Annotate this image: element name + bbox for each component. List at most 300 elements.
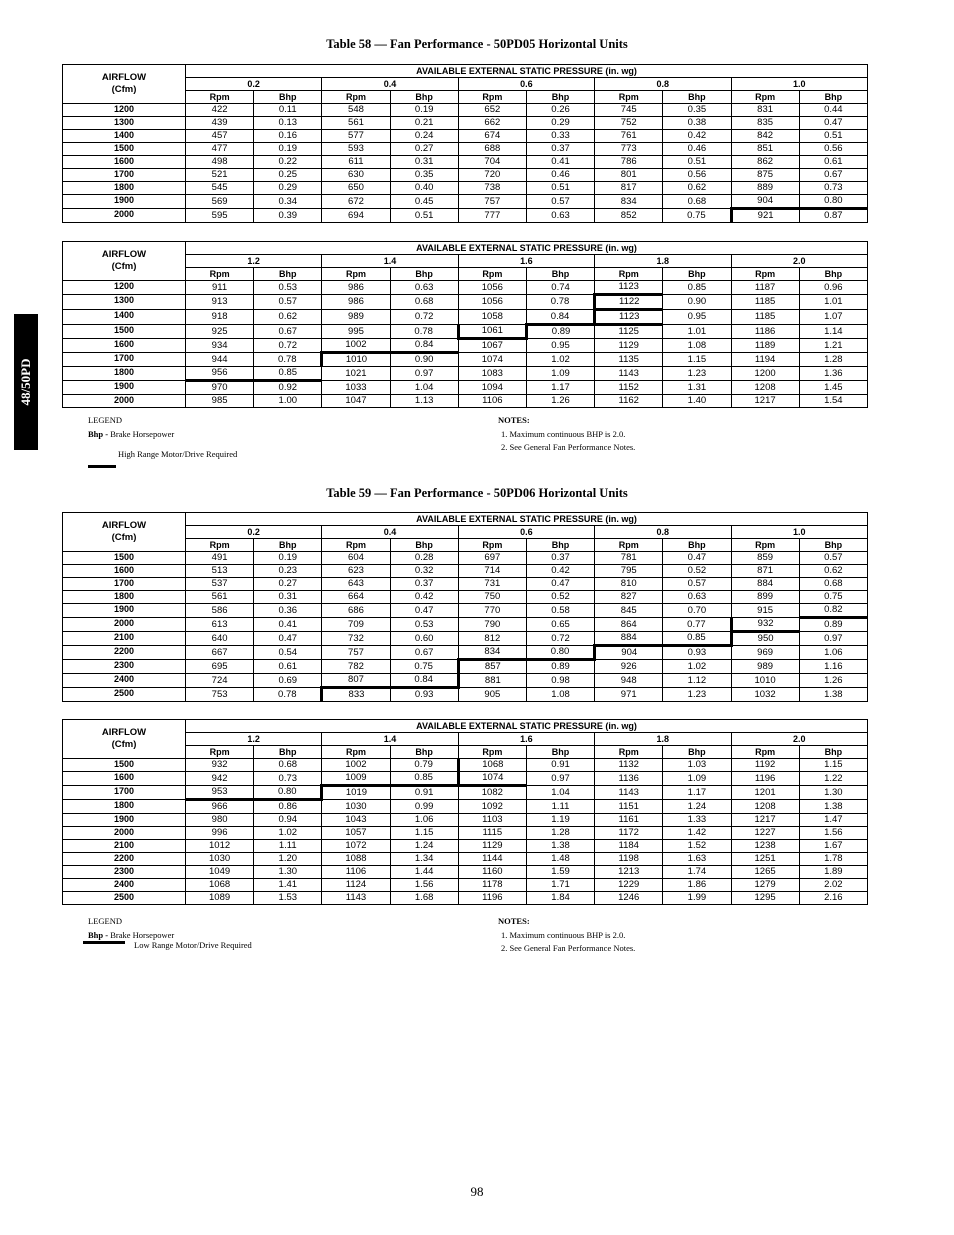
rpm-cell: 1047 <box>322 395 390 408</box>
rpm-cell: 1144 <box>458 853 526 866</box>
rpm-cell: 801 <box>595 169 663 182</box>
rpm-cell: 1229 <box>595 879 663 892</box>
bhp-cell: 0.97 <box>526 772 594 786</box>
bhp-cell: 0.53 <box>390 618 458 632</box>
bhp-cell: 0.58 <box>526 604 594 618</box>
table59-block1 <box>62 512 868 702</box>
rpm-cell: 1129 <box>595 339 663 353</box>
bhp-cell: 1.34 <box>390 853 458 866</box>
bhp-header: Bhp <box>663 91 731 104</box>
rpm-cell: 745 <box>595 104 663 117</box>
table-row <box>63 395 868 408</box>
bhp-cell: 1.28 <box>799 353 867 367</box>
rpm-cell: 1238 <box>731 840 799 853</box>
bhp-header: Bhp <box>526 539 594 552</box>
bhp-cell: 0.23 <box>254 565 322 578</box>
bhp-header: Bhp <box>390 268 458 281</box>
table-row <box>63 853 868 866</box>
rpm-cell: 1094 <box>458 381 526 395</box>
rpm-cell: 1010 <box>322 353 390 367</box>
notes-title: NOTES: <box>498 916 530 926</box>
table-row <box>63 195 868 209</box>
table58-notes <box>498 415 635 455</box>
bhp-cell: 1.84 <box>526 892 594 905</box>
bhp-cell: 0.87 <box>799 209 867 223</box>
rpm-cell: 904 <box>595 646 663 660</box>
airflow-value: 1900 <box>63 381 186 395</box>
pressure-header: 1.6 <box>458 255 594 268</box>
bhp-cell: 0.35 <box>390 169 458 182</box>
bhp-cell: 0.42 <box>390 591 458 604</box>
bhp-cell: 0.86 <box>254 800 322 814</box>
rpm-header: Rpm <box>595 268 663 281</box>
bhp-cell: 0.72 <box>390 310 458 325</box>
table-row <box>63 618 868 632</box>
bhp-header: Bhp <box>526 746 594 759</box>
bhp-cell: 0.65 <box>526 618 594 632</box>
pressure-header: 0.2 <box>186 78 322 91</box>
bhp-cell: 0.89 <box>799 618 867 632</box>
note-1: 1. Maximum continuous BHP is 2.0. <box>501 429 626 439</box>
bhp-cell: 0.97 <box>390 367 458 381</box>
rpm-cell: 1143 <box>595 786 663 800</box>
bhp-cell: 1.78 <box>799 853 867 866</box>
bhp-cell: 1.01 <box>799 295 867 310</box>
bhp-cell: 1.12 <box>663 674 731 688</box>
bhp-cell: 0.57 <box>254 295 322 310</box>
legend-motor: High Range Motor/Drive Required <box>118 449 238 459</box>
bhp-cell: 1.04 <box>390 381 458 395</box>
bhp-cell: 0.80 <box>799 195 867 209</box>
bhp-cell: 0.54 <box>254 646 322 660</box>
rpm-cell: 498 <box>186 156 254 169</box>
rpm-cell: 561 <box>322 117 390 130</box>
bhp-cell: 0.84 <box>390 339 458 353</box>
rpm-cell: 986 <box>322 295 390 310</box>
airflow-value: 1200 <box>63 104 186 117</box>
rpm-cell: 1123 <box>595 310 663 325</box>
rpm-cell: 521 <box>186 169 254 182</box>
rpm-cell: 1201 <box>731 786 799 800</box>
rpm-cell: 1160 <box>458 866 526 879</box>
bhp-cell: 1.63 <box>663 853 731 866</box>
rpm-cell: 1043 <box>322 814 390 827</box>
bhp-cell: 0.78 <box>254 688 322 702</box>
rpm-cell: 827 <box>595 591 663 604</box>
rpm-cell: 477 <box>186 143 254 156</box>
bhp-cell: 1.38 <box>799 800 867 814</box>
pressure-header: 1.0 <box>731 526 867 539</box>
pressure-header: 1.4 <box>322 733 458 746</box>
bhp-cell: 1.17 <box>663 786 731 800</box>
bhp-cell: 1.28 <box>526 827 594 840</box>
bhp-cell: 1.16 <box>799 660 867 674</box>
rpm-cell: 750 <box>458 591 526 604</box>
rpm-cell: 1217 <box>731 395 799 408</box>
bhp-cell: 0.37 <box>526 143 594 156</box>
rpm-cell: 1187 <box>731 281 799 295</box>
rpm-cell: 1072 <box>322 840 390 853</box>
bhp-cell: 0.27 <box>254 578 322 591</box>
bhp-cell: 0.93 <box>390 688 458 702</box>
table-row <box>63 156 868 169</box>
rpm-cell: 1198 <box>595 853 663 866</box>
airflow-value: 2400 <box>63 674 186 688</box>
bhp-cell: 1.17 <box>526 381 594 395</box>
bhp-header: Bhp <box>799 91 867 104</box>
bhp-cell: 2.02 <box>799 879 867 892</box>
rpm-cell: 1083 <box>458 367 526 381</box>
rpm-cell: 1151 <box>595 800 663 814</box>
rpm-cell: 1002 <box>322 339 390 353</box>
rpm-cell: 545 <box>186 182 254 195</box>
table-row <box>63 688 868 702</box>
bhp-cell: 0.47 <box>254 632 322 646</box>
bhp-cell: 0.85 <box>390 772 458 786</box>
bhp-cell: 0.24 <box>390 130 458 143</box>
pressure-header: 1.2 <box>186 255 322 268</box>
rpm-cell: 1067 <box>458 339 526 353</box>
table59-title: Table 59 — Fan Performance - 50PD06 Horizontal Units <box>326 486 628 500</box>
airflow-value: 2400 <box>63 879 186 892</box>
bhp-cell: 0.80 <box>254 786 322 800</box>
bhp-cell: 0.96 <box>799 281 867 295</box>
table59-block2 <box>62 719 868 905</box>
bhp-cell: 0.42 <box>663 130 731 143</box>
rpm-cell: 777 <box>458 209 526 223</box>
airflow-value: 1500 <box>63 325 186 339</box>
rpm-cell: 1217 <box>731 814 799 827</box>
rpm-cell: 1251 <box>731 853 799 866</box>
rpm-header: Rpm <box>458 268 526 281</box>
bhp-cell: 1.08 <box>526 688 594 702</box>
legend-title: LEGEND <box>88 916 122 926</box>
rpm-cell: 1115 <box>458 827 526 840</box>
bhp-cell: 0.16 <box>254 130 322 143</box>
rpm-header: Rpm <box>322 539 390 552</box>
bhp-cell: 0.69 <box>254 674 322 688</box>
bhp-header: Bhp <box>390 539 458 552</box>
bhp-cell: 0.57 <box>526 195 594 209</box>
rpm-cell: 1172 <box>595 827 663 840</box>
bhp-cell: 0.28 <box>390 552 458 565</box>
rpm-cell: 1009 <box>322 772 390 786</box>
rpm-cell: 643 <box>322 578 390 591</box>
airflow-value: 1500 <box>63 143 186 156</box>
bhp-cell: 0.61 <box>254 660 322 674</box>
rpm-cell: 695 <box>186 660 254 674</box>
bhp-header: Bhp <box>254 746 322 759</box>
rpm-cell: 1196 <box>731 772 799 786</box>
rpm-cell: 884 <box>731 578 799 591</box>
bhp-cell: 0.39 <box>254 209 322 223</box>
airflow-header: AIRFLOW (Cfm) <box>63 242 186 281</box>
rpm-cell: 1123 <box>595 281 663 295</box>
rpm-header: Rpm <box>322 746 390 759</box>
rpm-header: Rpm <box>731 539 799 552</box>
bhp-cell: 0.75 <box>663 209 731 223</box>
table-row <box>63 786 868 800</box>
table-row <box>63 840 868 853</box>
bhp-cell: 1.54 <box>799 395 867 408</box>
rpm-cell: 704 <box>458 156 526 169</box>
rpm-cell: 650 <box>322 182 390 195</box>
table-row <box>63 604 868 618</box>
bhp-cell: 0.62 <box>799 565 867 578</box>
rpm-header: Rpm <box>731 91 799 104</box>
bhp-cell: 0.35 <box>663 104 731 117</box>
esp-header: AVAILABLE EXTERNAL STATIC PRESSURE (in. wg) <box>186 720 868 733</box>
airflow-header: AIRFLOW (Cfm) <box>63 720 186 759</box>
rpm-cell: 1049 <box>186 866 254 879</box>
bhp-cell: 1.03 <box>663 759 731 772</box>
note-2: 2. See General Fan Performance Notes. <box>501 943 636 953</box>
airflow-value: 1400 <box>63 130 186 143</box>
rpm-cell: 1152 <box>595 381 663 395</box>
bhp-cell: 1.52 <box>663 840 731 853</box>
airflow-value: 2000 <box>63 395 186 408</box>
rpm-cell: 986 <box>322 281 390 295</box>
rpm-cell: 1185 <box>731 310 799 325</box>
bhp-cell: 0.29 <box>526 117 594 130</box>
rpm-header: Rpm <box>322 91 390 104</box>
bhp-cell: 0.95 <box>526 339 594 353</box>
rpm-cell: 1106 <box>322 866 390 879</box>
bhp-cell: 1.09 <box>526 367 594 381</box>
rpm-cell: 810 <box>595 578 663 591</box>
rpm-cell: 1200 <box>731 367 799 381</box>
rpm-cell: 1030 <box>322 800 390 814</box>
rpm-cell: 1058 <box>458 310 526 325</box>
rpm-cell: 915 <box>731 604 799 618</box>
bhp-cell: 1.44 <box>390 866 458 879</box>
bhp-cell: 0.74 <box>526 281 594 295</box>
rpm-cell: 842 <box>731 130 799 143</box>
bhp-cell: 1.15 <box>799 759 867 772</box>
bhp-cell: 1.24 <box>390 840 458 853</box>
rpm-cell: 790 <box>458 618 526 632</box>
bhp-cell: 2.16 <box>799 892 867 905</box>
bhp-cell: 0.90 <box>663 295 731 310</box>
bhp-cell: 1.07 <box>799 310 867 325</box>
rpm-cell: 875 <box>731 169 799 182</box>
rpm-cell: 926 <box>595 660 663 674</box>
airflow-value: 2300 <box>63 866 186 879</box>
bhp-cell: 1.06 <box>799 646 867 660</box>
rpm-cell: 569 <box>186 195 254 209</box>
bhp-cell: 0.47 <box>663 552 731 565</box>
rpm-cell: 980 <box>186 814 254 827</box>
note-2: 2. See General Fan Performance Notes. <box>501 442 636 452</box>
rpm-cell: 881 <box>458 674 526 688</box>
high-range-line-icon <box>88 465 116 468</box>
rpm-cell: 834 <box>458 646 526 660</box>
bhp-cell: 0.97 <box>799 632 867 646</box>
rpm-header: Rpm <box>595 539 663 552</box>
rpm-cell: 577 <box>322 130 390 143</box>
bhp-cell: 1.00 <box>254 395 322 408</box>
rpm-cell: 1186 <box>731 325 799 339</box>
rpm-cell: 623 <box>322 565 390 578</box>
table-row <box>63 130 868 143</box>
bhp-cell: 1.42 <box>663 827 731 840</box>
airflow-value: 1800 <box>63 367 186 381</box>
table-row <box>63 295 868 310</box>
bhp-cell: 0.63 <box>663 591 731 604</box>
bhp-cell: 0.84 <box>390 674 458 688</box>
bhp-cell: 1.01 <box>663 325 731 339</box>
bhp-cell: 1.31 <box>663 381 731 395</box>
rpm-cell: 845 <box>595 604 663 618</box>
rpm-cell: 1124 <box>322 879 390 892</box>
airflow-value: 2300 <box>63 660 186 674</box>
rpm-header: Rpm <box>731 746 799 759</box>
rpm-cell: 697 <box>458 552 526 565</box>
bhp-header: Bhp <box>526 91 594 104</box>
bhp-cell: 1.15 <box>390 827 458 840</box>
bhp-cell: 1.56 <box>390 879 458 892</box>
table-row <box>63 353 868 367</box>
bhp-cell: 1.74 <box>663 866 731 879</box>
bhp-cell: 0.84 <box>526 310 594 325</box>
bhp-cell: 1.19 <box>526 814 594 827</box>
bhp-cell: 0.70 <box>663 604 731 618</box>
rpm-cell: 595 <box>186 209 254 223</box>
bhp-cell: 0.77 <box>663 618 731 632</box>
bhp-header: Bhp <box>799 746 867 759</box>
bhp-cell: 1.21 <box>799 339 867 353</box>
bhp-cell: 1.68 <box>390 892 458 905</box>
bhp-cell: 0.51 <box>663 156 731 169</box>
bhp-cell: 0.47 <box>799 117 867 130</box>
rpm-cell: 1194 <box>731 353 799 367</box>
rpm-cell: 732 <box>322 632 390 646</box>
bhp-cell: 1.26 <box>799 674 867 688</box>
bhp-cell: 0.57 <box>799 552 867 565</box>
rpm-cell: 709 <box>322 618 390 632</box>
table-row <box>63 866 868 879</box>
rpm-cell: 831 <box>731 104 799 117</box>
rpm-cell: 932 <box>731 618 799 632</box>
rpm-cell: 714 <box>458 565 526 578</box>
bhp-cell: 1.71 <box>526 879 594 892</box>
bhp-cell: 0.73 <box>254 772 322 786</box>
legend-title: LEGEND <box>88 415 122 425</box>
airflow-header: AIRFLOW (Cfm) <box>63 513 186 552</box>
airflow-value: 2100 <box>63 840 186 853</box>
bhp-cell: 0.89 <box>526 325 594 339</box>
table59-notes <box>498 916 635 956</box>
rpm-cell: 738 <box>458 182 526 195</box>
side-tab <box>14 314 38 450</box>
rpm-cell: 1089 <box>186 892 254 905</box>
rpm-cell: 1279 <box>731 879 799 892</box>
bhp-header: Bhp <box>526 268 594 281</box>
table-row <box>63 591 868 604</box>
bhp-cell: 0.26 <box>526 104 594 117</box>
esp-header: AVAILABLE EXTERNAL STATIC PRESSURE (in. wg) <box>186 65 868 78</box>
legend-motor: Low Range Motor/Drive Required <box>134 940 252 950</box>
bhp-cell: 0.27 <box>390 143 458 156</box>
bhp-cell: 0.13 <box>254 117 322 130</box>
bhp-cell: 0.68 <box>254 759 322 772</box>
bhp-cell: 0.57 <box>663 578 731 591</box>
rpm-cell: 812 <box>458 632 526 646</box>
bhp-cell: 0.67 <box>254 325 322 339</box>
bhp-cell: 0.79 <box>390 759 458 772</box>
rpm-cell: 1125 <box>595 325 663 339</box>
table-row <box>63 632 868 646</box>
rpm-cell: 537 <box>186 578 254 591</box>
pressure-header: 1.8 <box>595 733 731 746</box>
table-row <box>63 759 868 772</box>
rpm-cell: 834 <box>595 195 663 209</box>
bhp-header: Bhp <box>663 539 731 552</box>
table-row <box>63 310 868 325</box>
bhp-cell: 0.93 <box>663 646 731 660</box>
rpm-cell: 1135 <box>595 353 663 367</box>
rpm-cell: 1143 <box>322 892 390 905</box>
bhp-cell: 1.40 <box>663 395 731 408</box>
rpm-cell: 731 <box>458 578 526 591</box>
rpm-cell: 944 <box>186 353 254 367</box>
table-row <box>63 892 868 905</box>
pressure-header: 1.6 <box>458 733 594 746</box>
pressure-header: 1.4 <box>322 255 458 268</box>
rpm-cell: 652 <box>458 104 526 117</box>
bhp-header: Bhp <box>799 539 867 552</box>
rpm-cell: 1184 <box>595 840 663 853</box>
bhp-cell: 1.38 <box>799 688 867 702</box>
bhp-cell: 0.92 <box>254 381 322 395</box>
bhp-cell: 1.38 <box>526 840 594 853</box>
bhp-cell: 0.75 <box>390 660 458 674</box>
bhp-cell: 0.75 <box>799 591 867 604</box>
bhp-header: Bhp <box>390 91 458 104</box>
rpm-cell: 833 <box>322 688 390 702</box>
rpm-cell: 899 <box>731 591 799 604</box>
rpm-cell: 1030 <box>186 853 254 866</box>
rpm-cell: 1068 <box>186 879 254 892</box>
rpm-cell: 1106 <box>458 395 526 408</box>
rpm-cell: 1061 <box>458 325 526 339</box>
table-row <box>63 367 868 381</box>
table-row <box>63 339 868 353</box>
rpm-cell: 752 <box>595 117 663 130</box>
rpm-cell: 694 <box>322 209 390 223</box>
rpm-cell: 1227 <box>731 827 799 840</box>
pressure-header: 2.0 <box>731 733 867 746</box>
table58-legend <box>88 415 237 463</box>
bhp-cell: 0.80 <box>526 646 594 660</box>
bhp-header: Bhp <box>254 268 322 281</box>
bhp-cell: 1.24 <box>663 800 731 814</box>
table-row <box>63 827 868 840</box>
bhp-cell: 0.19 <box>254 552 322 565</box>
bhp-cell: 0.95 <box>663 310 731 325</box>
table59-legend <box>88 916 252 954</box>
table-row <box>63 674 868 688</box>
rpm-cell: 948 <box>595 674 663 688</box>
table58-title: Table 58 — Fan Performance - 50PD05 Horizontal Units <box>326 37 628 51</box>
bhp-cell: 0.61 <box>799 156 867 169</box>
airflow-value: 2200 <box>63 853 186 866</box>
bhp-cell: 0.11 <box>254 104 322 117</box>
rpm-cell: 1068 <box>458 759 526 772</box>
legend-bhp: Bhp - Brake Horsepower <box>88 429 175 439</box>
bhp-cell: 0.68 <box>799 578 867 591</box>
rpm-cell: 1088 <box>322 853 390 866</box>
